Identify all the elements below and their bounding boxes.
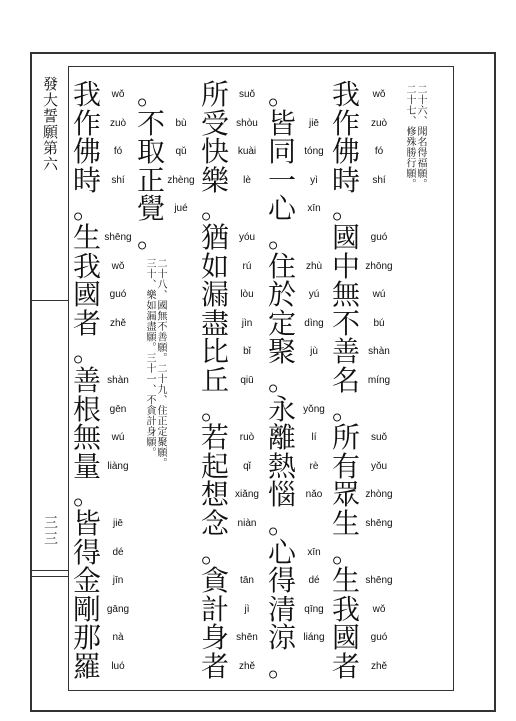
punctuation-mark: 。 (267, 78, 296, 111)
pinyin-label: ruò (239, 432, 255, 444)
hanzi-char: 清 (267, 592, 296, 626)
punctuation-mark: 。 (200, 535, 229, 569)
pinyin-label: qiū (240, 375, 254, 386)
punctuation-mark: 。 (136, 221, 165, 254)
hanzi-char: 善 (72, 364, 101, 397)
pinyin-label: guó (370, 632, 388, 644)
hanzi-char: 一 (267, 163, 296, 197)
pinyin-label: zuò (109, 117, 127, 129)
hanzi-char: 有 (331, 449, 360, 483)
hanzi-char: 起 (200, 449, 229, 483)
hanzi-char: 比 (200, 335, 229, 369)
pinyin-label: guó (109, 289, 127, 301)
pinyin-label: suǒ (370, 432, 388, 444)
hanzi-char: 得 (72, 535, 101, 569)
pinyin-label: shēng (365, 518, 393, 529)
hanzi-char: 生 (331, 507, 360, 540)
hanzi-char: 惱 (267, 478, 296, 512)
hanzi-char: 同 (267, 135, 296, 169)
hanzi-char: 如 (200, 249, 229, 283)
pinyin-label: zhèng (167, 174, 195, 186)
hanzi-char: 我 (331, 78, 360, 111)
pinyin-label: xīn (307, 203, 321, 215)
pinyin-label: liàng (107, 460, 129, 472)
margin-tick-lower-2 (30, 576, 68, 577)
pinyin-label: jiē (308, 117, 319, 129)
pinyin-label: luó (111, 661, 125, 672)
pinyin-label: liáng (303, 632, 325, 644)
hanzi-char: 佛 (72, 135, 101, 169)
hanzi-char: 涼 (267, 621, 296, 655)
pinyin-label: lí (311, 432, 317, 444)
hanzi-char: 皆 (72, 507, 101, 540)
punctuation-mark: 。 (200, 392, 229, 426)
pinyin-label: xiǎng (235, 489, 259, 501)
hanzi-char: 所 (200, 78, 229, 111)
punctuation-mark: 。 (267, 221, 296, 254)
punctuation-mark: 。 (72, 335, 101, 369)
hanzi-char: 受 (200, 106, 229, 140)
pinyin-label: gēn (109, 403, 127, 415)
punctuation-mark: 。 (72, 478, 101, 512)
pinyin-label: lòu (240, 289, 254, 301)
pinyin-label: wú (111, 432, 125, 444)
hanzi-char: 羅 (72, 650, 101, 683)
hanzi-char: 漏 (200, 278, 229, 312)
hanzi-char: 盡 (200, 306, 229, 340)
hanzi-char: 金 (72, 564, 101, 598)
pinyin-label: zhě (109, 317, 127, 329)
hanzi-char: 善 (331, 335, 360, 369)
pinyin-label: gāng (106, 603, 130, 615)
pinyin-label: rè (309, 460, 319, 472)
hanzi-char: 貪 (200, 564, 229, 598)
pinyin-label: zhù (305, 260, 323, 272)
punctuation-mark: 。 (331, 535, 360, 569)
hanzi-char: 想 (200, 478, 229, 512)
pinyin-label: jìn (241, 317, 253, 329)
hanzi-char: 作 (331, 106, 360, 140)
hanzi-char: 念 (200, 507, 229, 540)
pinyin-label: zhòng (365, 489, 393, 501)
annotation-line: 三十、樂如漏盡願。三十一、不貪計身願。 (144, 258, 155, 458)
hanzi-char: 離 (267, 421, 296, 455)
pinyin-label: shòu (236, 117, 258, 129)
punctuation-mark: 。 (331, 392, 360, 426)
hanzi-char: 量 (72, 449, 101, 483)
hanzi-char: 所 (331, 421, 360, 455)
pinyin-label: wú (372, 289, 386, 301)
hanzi-char: 丘 (200, 364, 229, 397)
hanzi-char: 我 (72, 78, 101, 111)
hanzi-char: 者 (200, 650, 229, 683)
annotation-line: 二十六、聞名得福願。 (415, 84, 426, 189)
hanzi-char: 正 (136, 163, 165, 197)
pinyin-label: wǒ (111, 89, 125, 100)
pinyin-label: shēng (365, 575, 393, 587)
hanzi-char: 於 (267, 278, 296, 312)
pinyin-label: qǔ (175, 146, 187, 158)
hanzi-char: 身 (200, 621, 229, 655)
hanzi-char: 作 (72, 106, 101, 140)
hanzi-char: 聚 (267, 335, 296, 369)
hanzi-char: 國 (331, 621, 360, 655)
hanzi-char: 者 (331, 650, 360, 683)
pinyin-label: shēn (236, 632, 258, 644)
pinyin-label: nǎo (305, 489, 323, 501)
hanzi-char: 熱 (267, 449, 296, 483)
punctuation-mark: 。 (200, 192, 229, 226)
punctuation-mark: 。 (331, 192, 360, 226)
hanzi-char: 心 (267, 535, 296, 569)
hanzi-char: 我 (72, 249, 101, 283)
pinyin-label: dé (112, 546, 124, 558)
pinyin-label: wǒ (111, 260, 125, 272)
punctuation-mark: 。 (72, 192, 101, 226)
pinyin-label: wǒ (372, 603, 386, 615)
hanzi-char: 名 (331, 364, 360, 397)
pinyin-label: yì (310, 174, 318, 186)
pinyin-label: suǒ (238, 89, 256, 100)
punctuation-mark: 。 (267, 364, 296, 397)
hanzi-char: 國 (331, 221, 360, 254)
pinyin-label: dé (308, 575, 320, 587)
pinyin-label: tān (240, 575, 254, 587)
pinyin-label: bǐ (243, 346, 251, 358)
pinyin-label: dìng (304, 317, 324, 329)
hanzi-char: 猶 (200, 221, 229, 254)
hanzi-char: 無 (72, 421, 101, 455)
chapter-title: 發大誓願第六 (41, 76, 59, 172)
annotation-note-top (400, 84, 426, 264)
pinyin-label: jù (310, 346, 318, 358)
pinyin-label: lè (243, 174, 251, 186)
page-number: 三三 (42, 515, 58, 547)
hanzi-char: 生 (72, 221, 101, 254)
pinyin-label: fó (113, 146, 123, 158)
pinyin-label: qǐ (243, 460, 251, 472)
hanzi-char: 取 (136, 135, 165, 169)
pinyin-label: jīn (112, 575, 124, 587)
pinyin-label: zuò (370, 117, 388, 129)
hanzi-char: 永 (267, 392, 296, 426)
pinyin-label: míng (367, 375, 391, 386)
pinyin-label: wǒ (372, 89, 386, 100)
pinyin-label: jué (174, 203, 188, 215)
pinyin-label: rú (242, 260, 252, 272)
pinyin-label: guó (370, 232, 388, 243)
hanzi-char: 計 (200, 592, 229, 626)
hanzi-char: 時 (331, 163, 360, 197)
pinyin-label: shí (111, 174, 125, 186)
punctuation-mark: 。 (136, 78, 165, 111)
hanzi-char: 我 (331, 592, 360, 626)
pinyin-label: qīng (304, 603, 324, 615)
hanzi-char: 覺 (136, 192, 165, 226)
pinyin-label: shēng (104, 232, 132, 243)
hanzi-char: 住 (267, 249, 296, 283)
pinyin-label: shàn (107, 375, 129, 386)
hanzi-char: 國 (72, 278, 101, 312)
hanzi-char: 快 (200, 135, 229, 169)
hanzi-char: 時 (72, 163, 101, 197)
pinyin-label: yú (308, 289, 320, 301)
pinyin-label: jì (244, 603, 250, 615)
hanzi-char: 剛 (72, 592, 101, 626)
pinyin-label: zhě (370, 661, 388, 672)
pinyin-label: tóng (304, 146, 324, 158)
hanzi-char: 那 (72, 621, 101, 655)
hanzi-char: 定 (267, 306, 296, 340)
margin-tick-lower-1 (30, 570, 68, 571)
hanzi-char: 不 (331, 306, 360, 340)
pinyin-label: fó (374, 146, 384, 158)
pinyin-label: kuài (237, 146, 257, 158)
hanzi-char: 根 (72, 392, 101, 426)
pinyin-label: jiē (112, 518, 123, 529)
pinyin-label: xīn (307, 546, 321, 558)
hanzi-char: 者 (72, 306, 101, 340)
pinyin-label: bú (373, 317, 385, 329)
hanzi-char: 不 (136, 106, 165, 140)
pinyin-label: yǒu (370, 460, 388, 472)
hanzi-char: 中 (331, 249, 360, 283)
hanzi-char: 得 (267, 564, 296, 598)
pinyin-label: shí (372, 174, 386, 186)
margin-divider (68, 66, 69, 691)
punctuation-mark: 。 (267, 650, 296, 683)
pinyin-label: niàn (237, 518, 257, 529)
pinyin-label: yóu (238, 232, 256, 243)
pinyin-label: bù (175, 117, 187, 129)
hanzi-char: 眾 (331, 478, 360, 512)
hanzi-char: 心 (267, 192, 296, 226)
pinyin-label: zhě (238, 661, 256, 672)
hanzi-char: 皆 (267, 106, 296, 140)
hanzi-char: 樂 (200, 163, 229, 197)
hanzi-char: 無 (331, 278, 360, 312)
pinyin-label: shàn (368, 346, 390, 358)
pinyin-label: yǒng (303, 403, 325, 415)
hanzi-char: 佛 (331, 135, 360, 169)
annotation-line: 二十七、修殊勝行願。 (404, 84, 415, 189)
punctuation-mark: 。 (267, 507, 296, 540)
hanzi-char: 生 (331, 564, 360, 598)
annotation-note-middle (140, 258, 166, 478)
hanzi-char: 若 (200, 421, 229, 455)
pinyin-label: nà (112, 632, 124, 644)
annotation-line: 二十八、國無不善願。二十九、住正定聚願。 (155, 258, 166, 468)
pinyin-label: zhōng (365, 260, 393, 272)
margin-tick-upper (30, 300, 68, 301)
